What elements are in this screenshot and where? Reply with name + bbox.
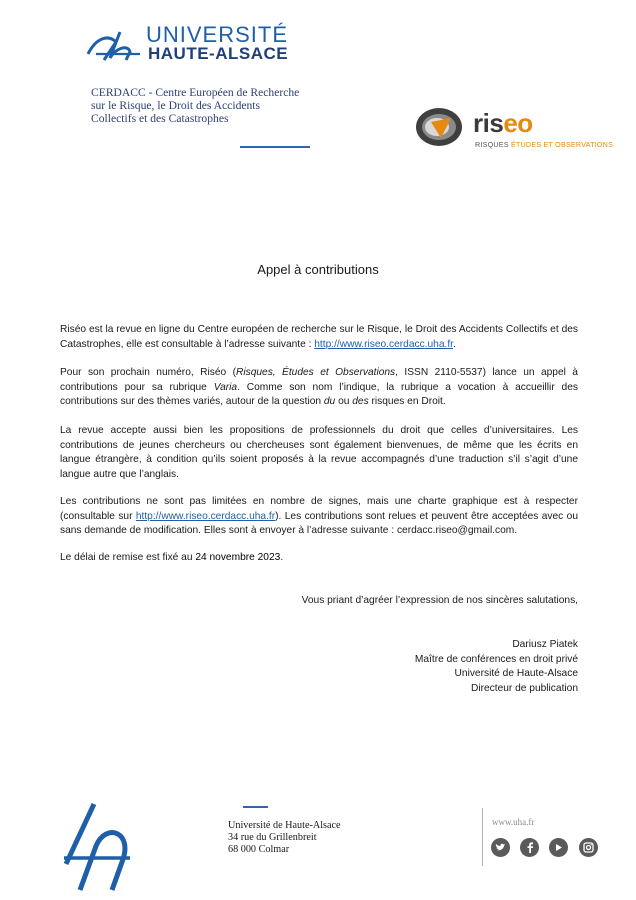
address-line: 34 rue du Grillenbreit <box>228 832 317 844</box>
paragraph-guidelines <box>60 495 578 539</box>
twitter-icon[interactable] <box>491 838 510 857</box>
riseo-wordmark <box>473 108 533 139</box>
paragraph-text: , ISSN 2110-5537) lance un appel à contributions pour sa rubrique <box>60 367 578 393</box>
uha-emblem-icon <box>86 28 146 62</box>
university-name-line1: UNIVERSITÉ <box>146 22 289 47</box>
paragraph-text: . Comme son nom l’indique, la rubrique a vocation à accueillir des contributions sur des thèmes variés, autour de la question <box>60 381 578 407</box>
uha-logo <box>86 22 326 68</box>
footer-divider <box>243 806 268 808</box>
footer-website[interactable]: www.uha.fr <box>492 817 535 827</box>
instagram-icon[interactable] <box>579 838 598 857</box>
paragraph-text: Riséo est la revue en ligne du Centre européen de recherche sur le Risque, le Droit des Accidents Collectifs et des Catastrophes, elle est consultable à l’adresse suivante : <box>60 324 578 350</box>
riseo-tagline-orange: ÉTUDES ET OBSERVATIONS <box>510 140 614 149</box>
paragraph-intro <box>60 323 578 352</box>
riseo-tagline <box>475 140 613 149</box>
paragraph-text: Pour son prochain numéro, Riséo ( <box>60 367 236 378</box>
paragraph-text: . <box>453 338 456 350</box>
cerdacc-line: sur le Risque, le Droit des Accidents <box>91 99 261 112</box>
header-divider <box>240 146 310 148</box>
riseo-wordmark-prefix: ris <box>473 108 504 138</box>
university-name-line2: HAUTE-ALSACE <box>148 44 289 63</box>
riseo-tagline-grey: RISQUES <box>475 140 511 149</box>
riseo-website-link[interactable]: http://www.riseo.cerdacc.uha.fr <box>314 338 453 350</box>
footer-separator <box>482 808 483 866</box>
cerdacc-description <box>91 86 331 125</box>
paragraph-text: ). Les contributions sont relues et peuvent être acceptées avec ou sans demande de modification. Elles sont à envoyer à l’adresse suivante : cerdacc.riseo@gmail.com. <box>60 510 578 536</box>
document-title: Appel à contributions <box>257 262 379 277</box>
youtube-icon[interactable] <box>549 838 568 857</box>
signatory-role: Maître de conférences en droit privé <box>414 653 578 665</box>
facebook-icon[interactable] <box>520 838 539 857</box>
paragraph-text: Les contributions ne sont pas limitées en nombre de signes, mais une charte graphique est à respecter (consultable sur <box>60 496 578 522</box>
paragraph-text: ou <box>335 396 353 407</box>
paragraph-call <box>60 366 578 410</box>
paragraph-text: . <box>280 552 284 563</box>
paragraph-deadline <box>60 551 578 566</box>
cerdacc-line: CERDACC - Centre Européen de Recherche <box>91 86 300 99</box>
cerdacc-line: Collectifs et des Catastrophes <box>91 112 229 125</box>
signatory-name: Dariusz Piatek <box>512 639 578 650</box>
signatory-institution: Université de Haute-Alsace <box>454 668 578 679</box>
paragraph-contributors: La revue accepte aussi bien les propositions de professionnels du droit que celles d’universitaires. Les contributions de jeunes chercheurs ou chercheuses sont également bienvenues, de même que les écrits en langue étrangère, à condition qu’ils soient proposés à la revue accompagnés d’une traduction s’il s’agit d’une langue autre que l’anglais. <box>60 425 578 480</box>
closing-salutation: Vous priant d’agréer l’expression de nos sincères salutations, <box>301 595 578 606</box>
rubric-name: Varia <box>213 381 238 393</box>
riseo-emblem-icon <box>413 104 465 150</box>
address-line: Université de Haute-Alsace <box>228 820 341 831</box>
charter-link[interactable]: http://www.riseo.cerdacc.uha.fr <box>135 510 276 522</box>
footer-uha-emblem-icon <box>60 802 140 892</box>
journal-name: Risques, Études et Observations <box>235 367 396 378</box>
footer-address <box>228 820 341 857</box>
deadline-date: 24 novembre 2023 <box>195 552 281 563</box>
signatory-position: Directeur de publication <box>470 682 578 694</box>
riseo-logo <box>413 104 613 152</box>
italic-word: du <box>323 396 336 407</box>
riseo-wordmark-suffix: eo <box>503 108 533 138</box>
paragraph-text: Le délai de remise est fixé au <box>60 552 196 563</box>
paragraph-text: risques en Droit. <box>368 396 446 407</box>
address-line: 68 000 Colmar <box>228 844 290 856</box>
italic-word: des <box>352 396 369 407</box>
signature-block <box>415 638 578 696</box>
